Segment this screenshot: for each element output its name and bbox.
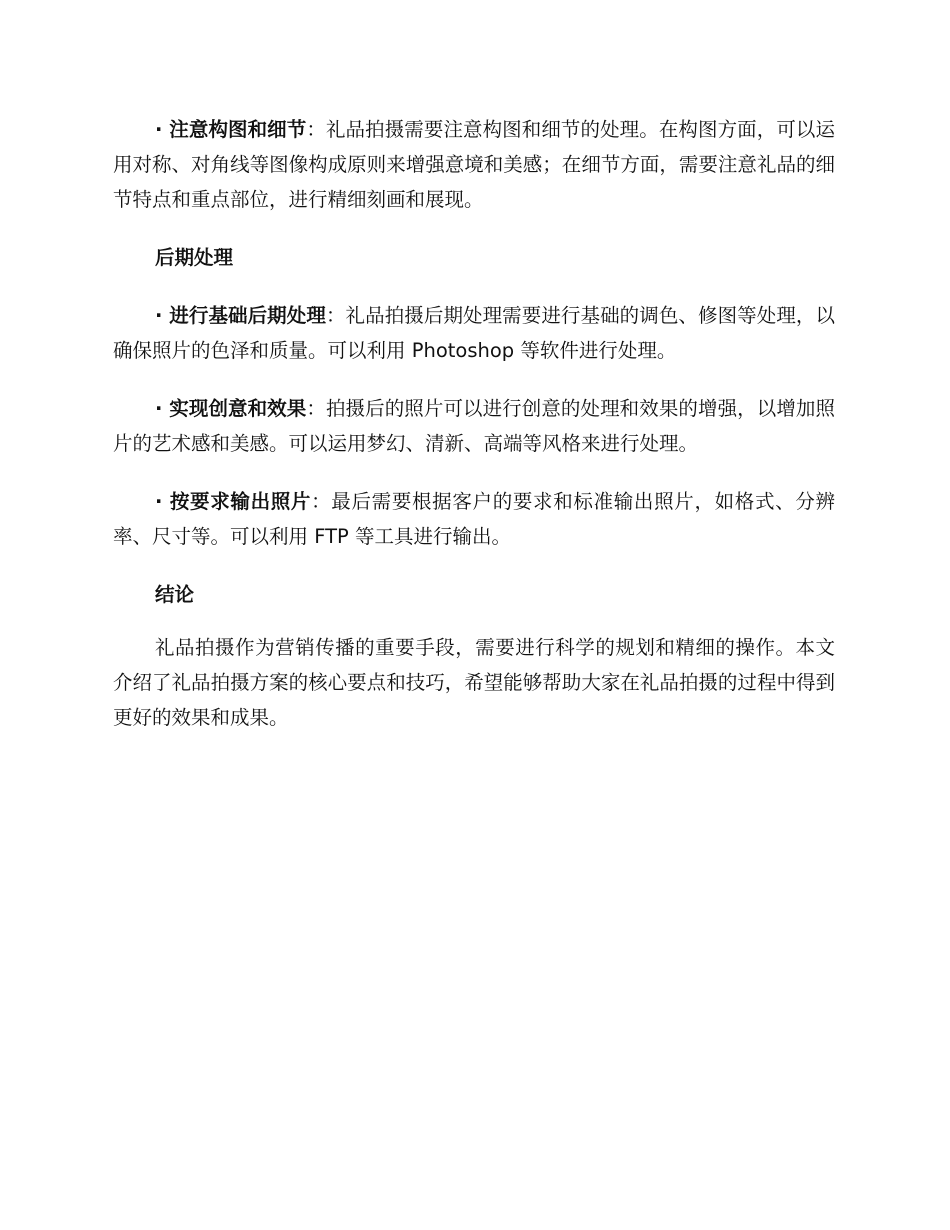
paragraph-creative xyxy=(113,391,835,461)
section-heading-conclusion: 结论 xyxy=(155,583,195,606)
paragraph-basic-post xyxy=(113,298,835,368)
term-basic-post: · 进行基础后期处理 xyxy=(155,304,326,327)
term-output: · 按要求输出照片 xyxy=(155,490,312,513)
term-separator: ： xyxy=(325,304,346,327)
term-separator: ： xyxy=(306,118,326,141)
paragraph-text: 最后需要根据客户的要求和标准输出照片，如格式、分辨率、尺寸等。可以利用 FTP 等工具进行输出。 xyxy=(113,490,835,548)
term-composition: · 注意构图和细节 xyxy=(155,118,307,141)
paragraph-text: 礼品拍摄需要注意构图和细节的处理。在构图方面，可以运用对称、对角线等图像构成原则来增强意境和美感；在细节方面，需要注意礼品的细节特点和重点部位，进行精细刻画和展现。 xyxy=(113,118,835,211)
document-body xyxy=(113,112,835,735)
term-creative: · 实现创意和效果 xyxy=(155,397,307,420)
paragraph-conclusion: 礼品拍摄作为营销传播的重要手段，需要进行科学的规划和精细的操作。本文介绍了礼品拍摄方案的核心要点和技巧，希望能够帮助大家在礼品拍摄的过程中得到更好的效果和成果。 xyxy=(113,636,835,729)
paragraph-composition xyxy=(113,112,835,217)
paragraph-text: 礼品拍摄后期处理需要进行基础的调色、修图等处理，以确保照片的色泽和质量。可以利用 Photoshop 等软件进行处理。 xyxy=(113,304,835,362)
paragraph-text: 拍摄后的照片可以进行创意的处理和效果的增强，以增加照片的艺术感和美感。可以运用梦幻、清新、高端等风格来进行处理。 xyxy=(113,397,835,455)
paragraph-output xyxy=(113,484,835,554)
term-separator: ： xyxy=(306,397,326,420)
term-separator: ： xyxy=(311,490,332,513)
section-heading-post-processing: 后期处理 xyxy=(155,246,234,269)
